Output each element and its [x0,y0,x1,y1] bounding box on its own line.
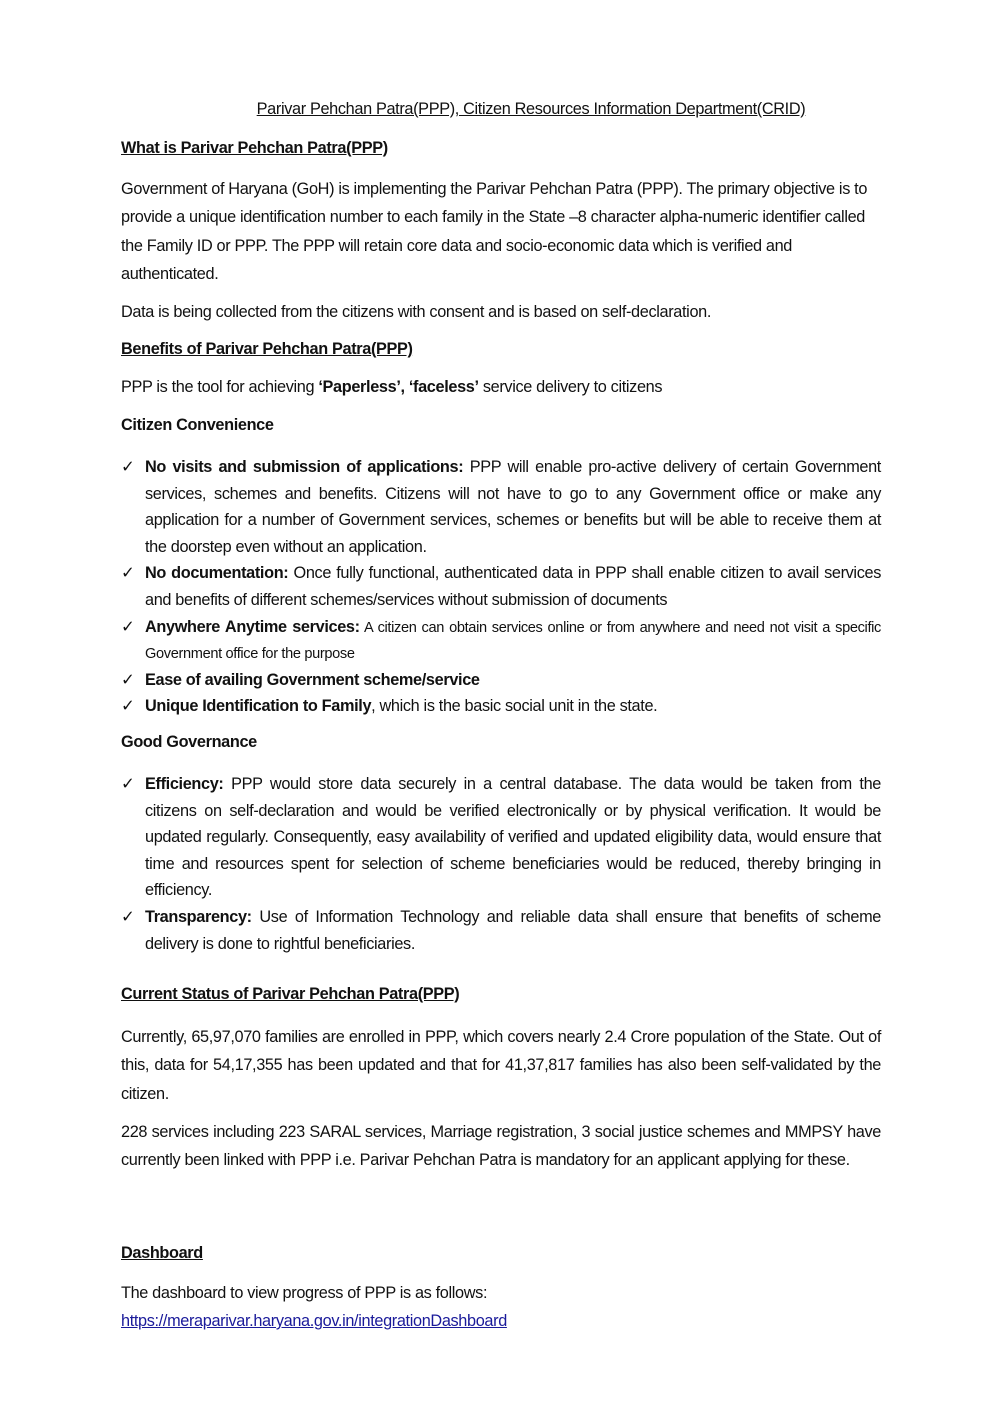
intro-text: PPP is the tool for achieving [121,378,319,396]
list-item [121,614,881,667]
dashboard-heading: Dashboard [121,1244,203,1262]
item-text: PPP would store data securely in a central database. The data would be taken from the citizens on self-declaration and would be verified electronically or by physical verification. It would be updated regularly. Consequently, easy availability of verified and updated eligibility data, would ensure that time and resources spent for selection of scheme beneficiaries would be reduced, thereby bringing in efficiency. [145,775,881,900]
list-item [121,771,881,904]
list-item [121,560,881,613]
what-paragraph-2: Data is being collected from the citizens with consent and is based on self-declaration. [121,303,712,321]
item-text: , which is the basic social unit in the state. [371,697,658,716]
benefits-heading: Benefits of Parivar Pehchan Patra(PPP) [121,340,413,358]
list-item [121,693,881,720]
item-text: Use of Information Technology and reliable data shall ensure that benefits of scheme delivery is done to rightful beneficiaries. [145,907,881,953]
what-paragraph-1: Government of Haryana (GoH) is implementing the Parivar Pehchan Patra (PPP). The primary objective is to provide a unique identification number to each family in the State –8 character alpha-numeric identifier called the Family ID or PPP. The PPP will retain core data and socio-economic data which is verified and authenticated. [121,180,868,283]
good-governance-list [121,771,881,957]
item-text: A citizen can obtain services online or from anywhere and need not visit a specific Government office for the purpose [145,619,881,663]
check-icon: ✓ [121,617,135,636]
status-heading: Current Status of Parivar Pehchan Patra(PPP) [121,985,460,1003]
check-icon: ✓ [121,697,135,716]
citizen-convenience-heading: Citizen Convenience [121,416,274,434]
check-icon: ✓ [121,775,135,793]
item-title: Transparency: [145,907,252,926]
check-icon: ✓ [121,564,135,583]
item-title: Anywhere Anytime services: [145,617,360,636]
item-text: Once fully functional, authenticated data in PPP shall enable citizen to avail services and benefits of different schemes/services without submission of documents [145,564,881,609]
list-item [121,904,881,957]
list-item [121,454,881,560]
check-icon: ✓ [121,670,135,689]
dashboard-text: The dashboard to view progress of PPP is as follows: [121,1284,488,1302]
check-icon: ✓ [121,907,135,926]
intro-bold: ‘Paperless’, ‘faceless’ [318,378,479,396]
status-paragraph-2: 228 services including 223 SARAL services, Marriage registration, 3 social justice schemes and MMPSY have currently been linked with PPP i.e. Parivar Pehchan Patra is mandatory for an applicant applying for these. [121,1123,881,1170]
benefits-intro [121,378,881,397]
item-title: No documentation: [145,564,289,583]
dashboard-link[interactable]: https://meraparivar.haryana.gov.in/integrationDashboard [121,1312,507,1330]
item-text: PPP will enable pro-active delivery of certain Government services, schemes and benefits. Citizens will not have to go to any Government office or make any application for a number of Government services, schemes or benefits but will be able to receive them at the doorstep even without an application. [145,458,881,556]
item-title: No visits and submission of applications: [145,458,464,476]
list-item [121,667,881,694]
good-governance-heading: Good Governance [121,733,257,751]
item-title: Ease of availing Government scheme/service [145,670,480,689]
intro-text-end: service delivery to citizens [478,378,663,396]
status-paragraph-1: Currently, 65,97,070 families are enrolled in PPP, which covers nearly 2.4 Crore population of the State. Out of this, data for 54,17,355 has been updated and that for 41,37,817 families has also been self-validated by the citizen. [121,1028,881,1103]
document-title: Parivar Pehchan Patra(PPP), Citizen Resources Information Department(CRID) [256,100,806,118]
citizen-convenience-list [121,454,881,720]
check-icon: ✓ [121,458,135,476]
item-title: Unique Identification to Family [145,697,372,716]
what-heading: What is Parivar Pehchan Patra(PPP) [121,139,388,157]
item-title: Efficiency: [145,775,224,793]
